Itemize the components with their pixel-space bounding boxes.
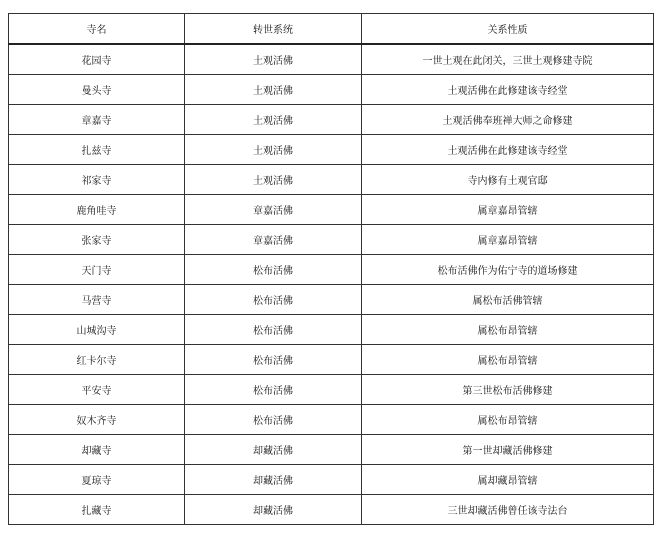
- table-row: [9, 44, 654, 75]
- cell-temple-name: 曼头寺: [9, 75, 185, 105]
- cell-relationship-nature: 属松布昂管辖: [362, 315, 654, 345]
- cell-temple-name: 却藏寺: [9, 435, 185, 465]
- cell-relationship-nature: 三世却藏活佛曾任该寺法台: [362, 495, 654, 525]
- cell-temple-name: 花园寺: [9, 44, 185, 75]
- table-row: [9, 345, 654, 375]
- table-row: [9, 375, 654, 405]
- cell-relationship-nature: 第三世松布活佛修建: [362, 375, 654, 405]
- cell-reincarnation-system: 章嘉活佛: [185, 195, 362, 225]
- table-row: [9, 135, 654, 165]
- cell-reincarnation-system: 松布活佛: [185, 315, 362, 345]
- cell-reincarnation-system: 土观活佛: [185, 135, 362, 165]
- table-row: [9, 225, 654, 255]
- cell-temple-name: 章嘉寺: [9, 105, 185, 135]
- table-row: [9, 315, 654, 345]
- header-temple-name: 寺名: [9, 14, 185, 45]
- cell-temple-name: 扎兹寺: [9, 135, 185, 165]
- cell-reincarnation-system: 却藏活佛: [185, 435, 362, 465]
- cell-temple-name: 马营寺: [9, 285, 185, 315]
- cell-temple-name: 平安寺: [9, 375, 185, 405]
- table-row: [9, 255, 654, 285]
- table-row: [9, 435, 654, 465]
- cell-temple-name: 红卡尔寺: [9, 345, 185, 375]
- cell-temple-name: 奴木齐寺: [9, 405, 185, 435]
- cell-relationship-nature: 属松布昂管辖: [362, 345, 654, 375]
- cell-relationship-nature: 寺内修有土观官邸: [362, 165, 654, 195]
- cell-relationship-nature: 属松布活佛管辖: [362, 285, 654, 315]
- cell-temple-name: 张家寺: [9, 225, 185, 255]
- cell-relationship-nature: 松布活佛作为佑宁寺的道场修建: [362, 255, 654, 285]
- cell-relationship-nature: 属松布昂管辖: [362, 405, 654, 435]
- table-body: [9, 44, 654, 525]
- table-row: [9, 105, 654, 135]
- cell-relationship-nature: 土观活佛在此修建该寺经堂: [362, 135, 654, 165]
- table-row: [9, 465, 654, 495]
- cell-relationship-nature: 土观活佛奉班禅大师之命修建: [362, 105, 654, 135]
- table-row: [9, 75, 654, 105]
- cell-relationship-nature: 属却藏昂管辖: [362, 465, 654, 495]
- cell-reincarnation-system: 土观活佛: [185, 165, 362, 195]
- cell-reincarnation-system: 章嘉活佛: [185, 225, 362, 255]
- cell-temple-name: 扎藏寺: [9, 495, 185, 525]
- cell-reincarnation-system: 土观活佛: [185, 44, 362, 75]
- table-row: [9, 165, 654, 195]
- header-row: [9, 14, 654, 45]
- cell-relationship-nature: 属章嘉昂管辖: [362, 225, 654, 255]
- cell-relationship-nature: 第一世却藏活佛修建: [362, 435, 654, 465]
- cell-reincarnation-system: 土观活佛: [185, 75, 362, 105]
- cell-reincarnation-system: 松布活佛: [185, 345, 362, 375]
- cell-reincarnation-system: 松布活佛: [185, 405, 362, 435]
- temple-table: [8, 13, 654, 525]
- cell-reincarnation-system: 松布活佛: [185, 255, 362, 285]
- table-row: [9, 495, 654, 525]
- cell-reincarnation-system: 土观活佛: [185, 105, 362, 135]
- cell-reincarnation-system: 松布活佛: [185, 375, 362, 405]
- cell-relationship-nature: 土观活佛在此修建该寺经堂: [362, 75, 654, 105]
- cell-reincarnation-system: 松布活佛: [185, 285, 362, 315]
- cell-relationship-nature: 属章嘉昂管辖: [362, 195, 654, 225]
- table-row: [9, 195, 654, 225]
- cell-temple-name: 山城沟寺: [9, 315, 185, 345]
- cell-temple-name: 天门寺: [9, 255, 185, 285]
- cell-temple-name: 鹿角哇寺: [9, 195, 185, 225]
- table-row: [9, 285, 654, 315]
- header-relationship-nature: 关系性质: [362, 14, 654, 45]
- cell-temple-name: 祁家寺: [9, 165, 185, 195]
- cell-temple-name: 夏琼寺: [9, 465, 185, 495]
- table-header: [9, 14, 654, 45]
- cell-reincarnation-system: 却藏活佛: [185, 495, 362, 525]
- table-row: [9, 405, 654, 435]
- cell-relationship-nature: 一世土观在此闭关，三世土观修建寺院: [362, 44, 654, 75]
- header-reincarnation-system: 转世系统: [185, 14, 362, 45]
- cell-reincarnation-system: 却藏活佛: [185, 465, 362, 495]
